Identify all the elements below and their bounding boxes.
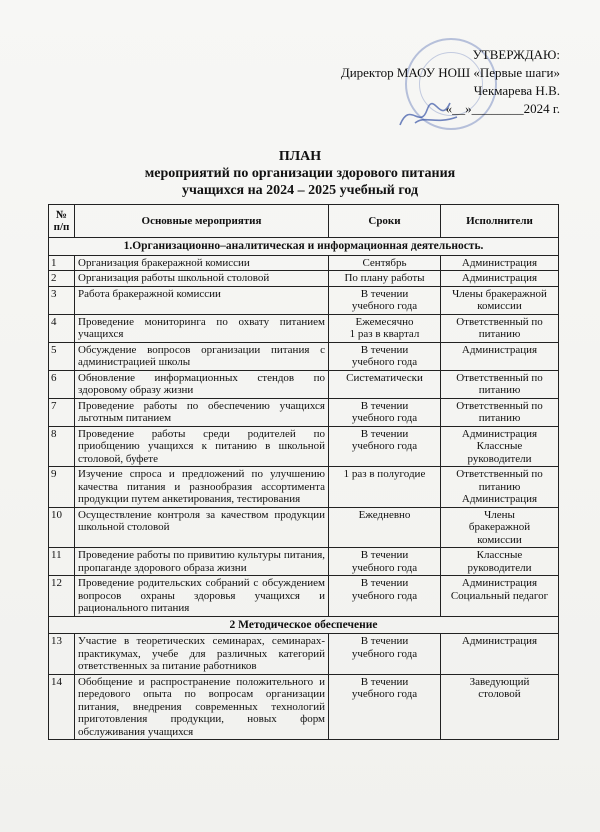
row-executor: Администрация [441, 634, 559, 675]
approval-date: «__»________2024 г. [445, 101, 560, 116]
row-num: 7 [49, 398, 75, 426]
table-row [49, 342, 559, 370]
title-line-3: учащихся на 2024 – 2025 учебный год [181, 183, 419, 198]
row-num: 9 [49, 467, 75, 508]
table-row [49, 398, 559, 426]
header-executor: Исполнители [441, 205, 559, 238]
row-num: 6 [49, 370, 75, 398]
row-event: Проведение работы по привитию культуры питания, пропаганде здорового образа жизни [75, 548, 329, 576]
row-num: 13 [49, 634, 75, 675]
row-term: В течении учебного года [329, 634, 441, 675]
plan-table [48, 204, 559, 740]
row-event: Проведение родительских собраний с обсуждением вопросов охраны здоровья учащихся и рационального питания [75, 576, 329, 617]
row-term: Сентябрь [329, 255, 441, 271]
row-event: Обобщение и распространение положительного и передового опыта по вопросам организации питания, внедрения современных технологий приготовления продукции, новых форм обслуживания учащихся [75, 674, 329, 740]
row-executor: Заведующий столовой [441, 674, 559, 740]
approval-position: Директор МАОУ НОШ «Первые шаги» [340, 65, 560, 80]
table-row [49, 548, 559, 576]
row-num: 11 [49, 548, 75, 576]
table-row [49, 426, 559, 467]
row-term: В течении учебного года [329, 342, 441, 370]
row-event: Организация работы школьной столовой [75, 271, 329, 287]
row-num: 12 [49, 576, 75, 617]
row-num: 5 [49, 342, 75, 370]
row-executor: Администрация [441, 271, 559, 287]
table-row [49, 674, 559, 740]
section-title: 2 Методическое обеспечение [49, 616, 559, 634]
row-event: Проведение работы среди родителей по приобщению учащихся к питанию в школьной столовой, буфете [75, 426, 329, 467]
table-row [49, 286, 559, 314]
row-executor: Ответственный по питанию Администрация [441, 467, 559, 508]
table-row [49, 255, 559, 271]
row-event: Организация бракеражной комиссии [75, 255, 329, 271]
row-event: Проведение работы по обеспечению учащихся льготным питанием [75, 398, 329, 426]
approval-heading: УТВЕРЖДАЮ: [472, 47, 560, 62]
table-row [49, 576, 559, 617]
row-num: 3 [49, 286, 75, 314]
header-event: Основные мероприятия [75, 205, 329, 238]
row-executor: Администрация [441, 255, 559, 271]
table-row [49, 370, 559, 398]
row-term: 1 раз в полугодие [329, 467, 441, 508]
header-term: Сроки [329, 205, 441, 238]
section-row [49, 238, 559, 256]
row-executor: Члены бракеражной комиссии [441, 286, 559, 314]
section-row [49, 616, 559, 634]
row-event: Участие в теоретических семинарах, семинарах-практикумах, учебе для различных категорий ответственных за питание работников [75, 634, 329, 675]
table-body [49, 238, 559, 740]
row-event: Проведение мониторинга по охвату питанием учащихся [75, 314, 329, 342]
table-row [49, 507, 559, 548]
row-num: 10 [49, 507, 75, 548]
row-term: В течении учебного года [329, 286, 441, 314]
row-num: 2 [49, 271, 75, 287]
row-event: Осуществление контроля за качеством продукции школьной столовой [75, 507, 329, 548]
row-term: Ежемесячно 1 раз в квартал [329, 314, 441, 342]
approval-name: Чекмарева Н.В. [473, 83, 560, 98]
row-executor: Ответственный по питанию [441, 398, 559, 426]
row-num: 1 [49, 255, 75, 271]
row-event: Изучение спроса и предложений по улучшению качества питания и разнообразия ассортимента продукции путем анкетирования, тестирования [75, 467, 329, 508]
table-row [49, 634, 559, 675]
row-executor: Администрация [441, 342, 559, 370]
row-term: В течении учебного года [329, 548, 441, 576]
row-executor: Ответственный по питанию [441, 370, 559, 398]
row-event: Обновление информационных стендов по здоровому образу жизни [75, 370, 329, 398]
row-executor: Администрация Классные руководители [441, 426, 559, 467]
title-line-1: ПЛАН [278, 149, 322, 164]
row-num: 14 [49, 674, 75, 740]
row-term: В течении учебного года [329, 674, 441, 740]
row-event: Обсуждение вопросов организации питания с администрацией школы [75, 342, 329, 370]
row-executor: Классные руководители [441, 548, 559, 576]
table-row [49, 467, 559, 508]
row-event: Работа бракеражной комиссии [75, 286, 329, 314]
row-term: Ежедневно [329, 507, 441, 548]
row-executor: Члены бракеражной комиссии [441, 507, 559, 548]
row-executor: Администрация Социальный педагог [441, 576, 559, 617]
approval-block [341, 46, 560, 118]
document-title [0, 148, 600, 199]
table-header-row [49, 205, 559, 238]
title-line-2: мероприятий по организации здорового питания [144, 166, 456, 181]
table-row [49, 314, 559, 342]
row-executor: Ответственный по питанию [441, 314, 559, 342]
row-num: 8 [49, 426, 75, 467]
row-term: В течении учебного года [329, 398, 441, 426]
row-term: В течении учебного года [329, 426, 441, 467]
row-term: Систематически [329, 370, 441, 398]
section-title: 1.Организационно–аналитическая и информационная деятельность. [49, 238, 559, 256]
header-num: № п/п [49, 205, 75, 238]
row-term: В течении учебного года [329, 576, 441, 617]
table-row [49, 271, 559, 287]
row-term: По плану работы [329, 271, 441, 287]
row-num: 4 [49, 314, 75, 342]
